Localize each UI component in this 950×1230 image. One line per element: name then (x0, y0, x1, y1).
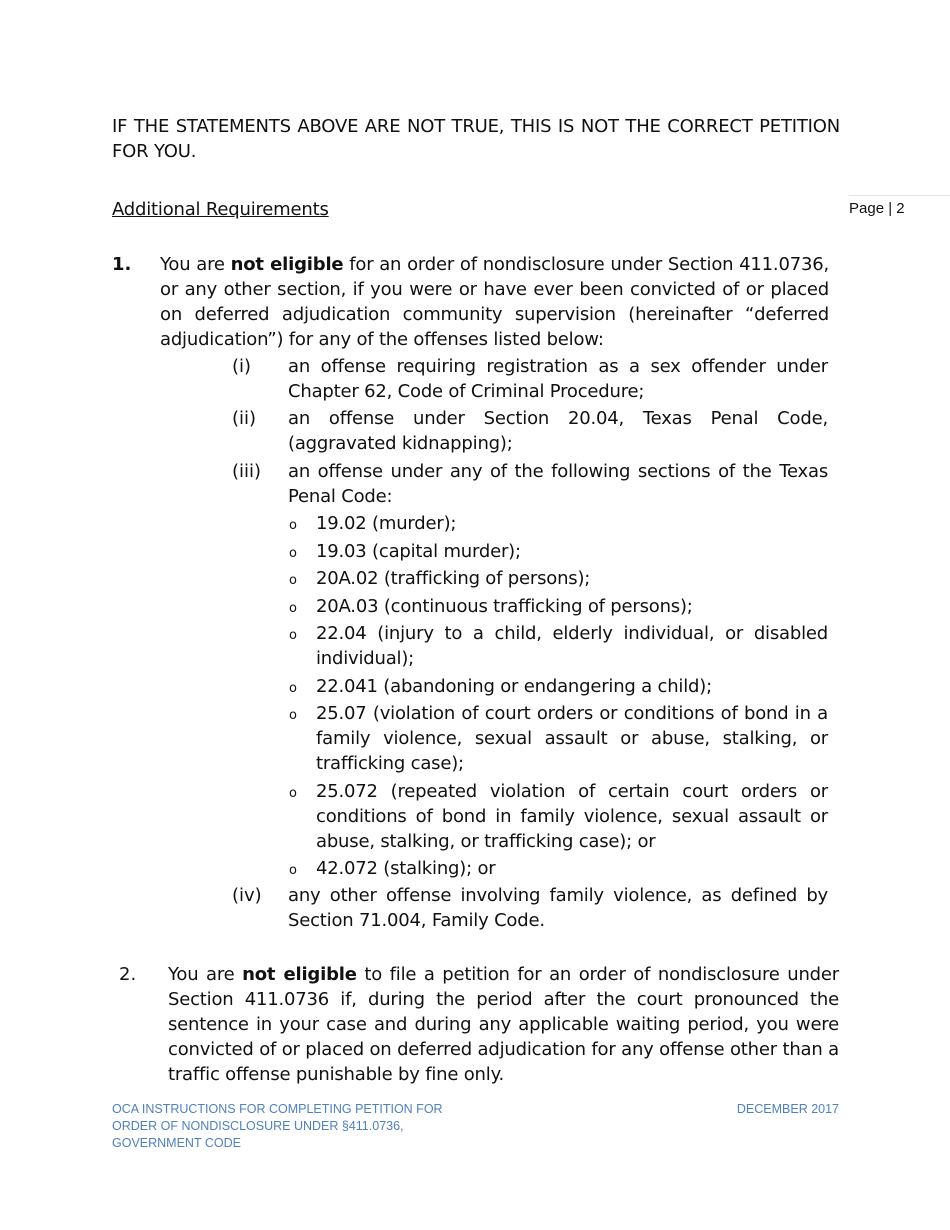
bullet-marker: o (289, 601, 297, 616)
item-2-bold: not eligible (242, 964, 357, 985)
item-2-number: 2. (119, 964, 137, 985)
bullet-item: 22.04 (injury to a child, elderly individual, or disabled individual); (316, 623, 828, 669)
page-number-rule (849, 195, 950, 196)
bullet-marker: o (289, 573, 297, 588)
subitem-iii-label: (iii) (232, 461, 262, 482)
bullet-marker: o (289, 518, 297, 533)
bullet-item: 20A.03 (continuous trafficking of persons); (316, 596, 693, 617)
bullet-item: 42.072 (stalking); or (316, 858, 496, 879)
subitem-ii-label: (ii) (232, 408, 257, 429)
item-2-rest: to file a petition for an order of nondisclosure under Section 411.0736 if, during the period after the court pronounced the sentence in your case and during any applicable waiting period, you were convicted of or placed on deferred adjudication for any offense other than a traffic offense punishable by fine only. (168, 964, 839, 1085)
bullet-marker: o (289, 681, 297, 696)
bullet-marker: o (289, 628, 297, 643)
subitem-ii-text: an offense under Section 20.04, Texas Penal Code, (aggravated kidnapping); (288, 408, 828, 454)
bullet-marker: o (289, 863, 297, 878)
bullet-item: 19.03 (capital murder); (316, 541, 521, 562)
footer-title: OCA INSTRUCTIONS FOR COMPLETING PETITION FOR ORDER OF NONDISCLOSURE UNDER §411.0736, GOVERNMENT CODE (112, 1102, 443, 1150)
item-2-prefix: You are (168, 964, 243, 985)
subitem-iv-label: (iv) (232, 885, 262, 906)
subitem-iv-text: any other offense involving family violence, as defined by Section 71.004, Family Code. (288, 885, 828, 931)
bullet-marker: o (289, 546, 297, 561)
bullet-marker: o (289, 708, 297, 723)
item-2-text (168, 962, 839, 1087)
bullet-item: 25.072 (repeated violation of certain court orders or conditions of bond in family violence, sexual assault or abuse, stalking, or trafficking case); or (316, 781, 828, 852)
warning-statement: IF THE STATEMENTS ABOVE ARE NOT TRUE, THIS IS NOT THE CORRECT PETITION FOR YOU. (112, 116, 840, 162)
item-1-bold: not eligible (230, 254, 344, 275)
bullet-item: 19.02 (murder); (316, 513, 457, 534)
bullet-item: 22.041 (abandoning or endangering a child); (316, 676, 712, 697)
footer-date: DECEMBER 2017 (736, 1102, 839, 1116)
subitem-i-text: an offense requiring registration as a sex offender under Chapter 62, Code of Criminal Procedure; (288, 356, 828, 402)
subitem-i-label: (i) (232, 356, 252, 377)
subitem-iii-text: an offense under any of the following sections of the Texas Penal Code: (288, 461, 828, 507)
item-1-text (160, 252, 829, 352)
item-1-rest: for an order of nondisclosure under Section 411.0736, or any other section, if you were or have ever been convicted of or placed on deferred adjudication community supervision (hereinafter “deferred adjudication”) for any of the offenses listed below: (160, 254, 829, 350)
bullet-item: 25.07 (violation of court orders or conditions of bond in a family violence, sexual assault or abuse, stalking, or trafficking case); (316, 703, 828, 774)
item-1-prefix: You are (160, 254, 231, 275)
section-heading: Additional Requirements (112, 199, 329, 220)
bullet-item: 20A.02 (trafficking of persons); (316, 568, 591, 589)
bullet-marker: o (289, 786, 297, 801)
page-number: Page | 2 (849, 200, 905, 217)
item-1-number: 1. (112, 254, 132, 275)
